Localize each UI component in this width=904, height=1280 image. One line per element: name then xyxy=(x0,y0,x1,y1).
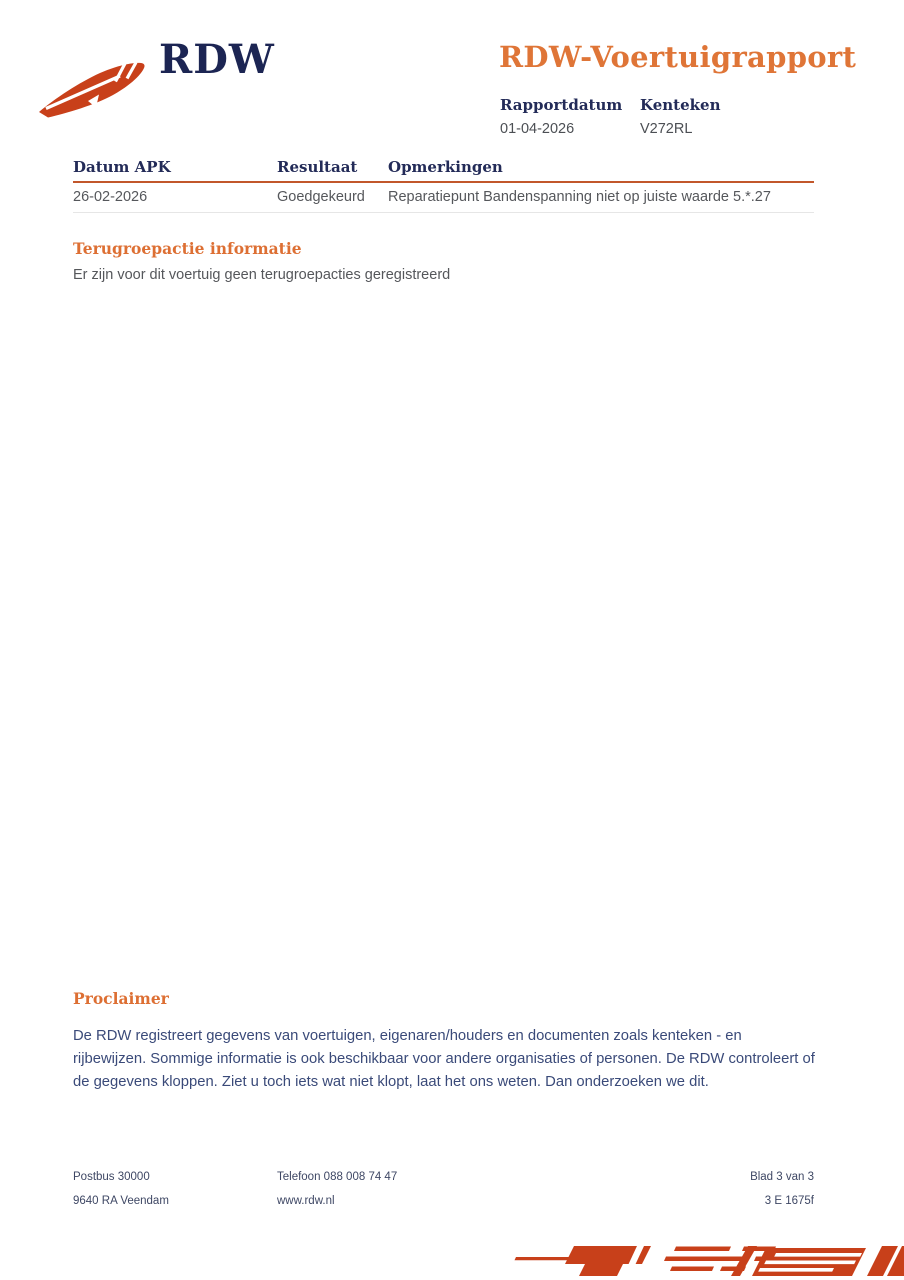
apk-column-header-datum: Datum APK xyxy=(73,158,171,176)
table-row xyxy=(73,183,814,213)
report-date-block xyxy=(500,96,640,137)
footer-address-line1: Postbus 30000 xyxy=(73,1171,150,1183)
apk-table-header-row xyxy=(73,158,814,183)
apk-column-header-resultaat: Resultaat xyxy=(277,158,358,176)
proclaimer-body: De RDW registreert gegevens van voertuigen, eigenaren/houders en documenten zoals kenteken - en rijbewijzen. Sommige informatie is ook beschikbaar voor andere organisaties of personen. De RDW controleert of de gegevens kloppen. Ziet u toch iets wat niet klopt, laat het ons weten. Dan onderzoeken we dit. xyxy=(73,1028,815,1090)
proclaimer-section xyxy=(73,989,815,1094)
report-date-value: 01-04-2026 xyxy=(500,121,575,137)
rdw-brand-wordmark: RDW xyxy=(159,36,275,83)
proclaimer-heading: Proclaimer xyxy=(73,989,169,1008)
recall-section-body: Er zijn voor dit voertuig geen terugroepacties geregistreerd xyxy=(73,267,451,283)
apk-cell-resultaat: Goedgekeurd xyxy=(277,189,365,205)
footer-address-line2: 9640 RA Veendam xyxy=(73,1195,169,1207)
footer-doc-code: 3 E 1675f xyxy=(764,1195,814,1207)
recall-section xyxy=(73,239,814,283)
report-date-label: Rapportdatum xyxy=(500,96,623,114)
page-title: RDW-Voertuigrapport xyxy=(499,40,857,74)
license-plate-block xyxy=(640,96,720,137)
report-meta xyxy=(500,96,720,137)
page-footer xyxy=(73,1171,814,1207)
rdw-feather-logo-icon xyxy=(38,52,152,118)
apk-cell-opmerkingen: Reparatiepunt Bandenspanning niet op juiste waarde 5.*.27 xyxy=(388,189,771,205)
license-plate-value: V272RL xyxy=(640,121,693,137)
footer-page-indicator: Blad 3 van 3 xyxy=(750,1171,814,1183)
license-plate-label: Kenteken xyxy=(640,96,721,114)
apk-cell-datum: 26-02-2026 xyxy=(73,189,148,205)
footer-website: www.rdw.nl xyxy=(277,1195,335,1207)
recall-section-heading: Terugroepactie informatie xyxy=(73,239,302,258)
apk-table xyxy=(73,158,814,213)
speed-stripes-graphic xyxy=(504,1243,904,1280)
footer-phone: Telefoon 088 008 74 47 xyxy=(277,1171,398,1183)
apk-column-header-opmerkingen: Opmerkingen xyxy=(388,158,503,176)
